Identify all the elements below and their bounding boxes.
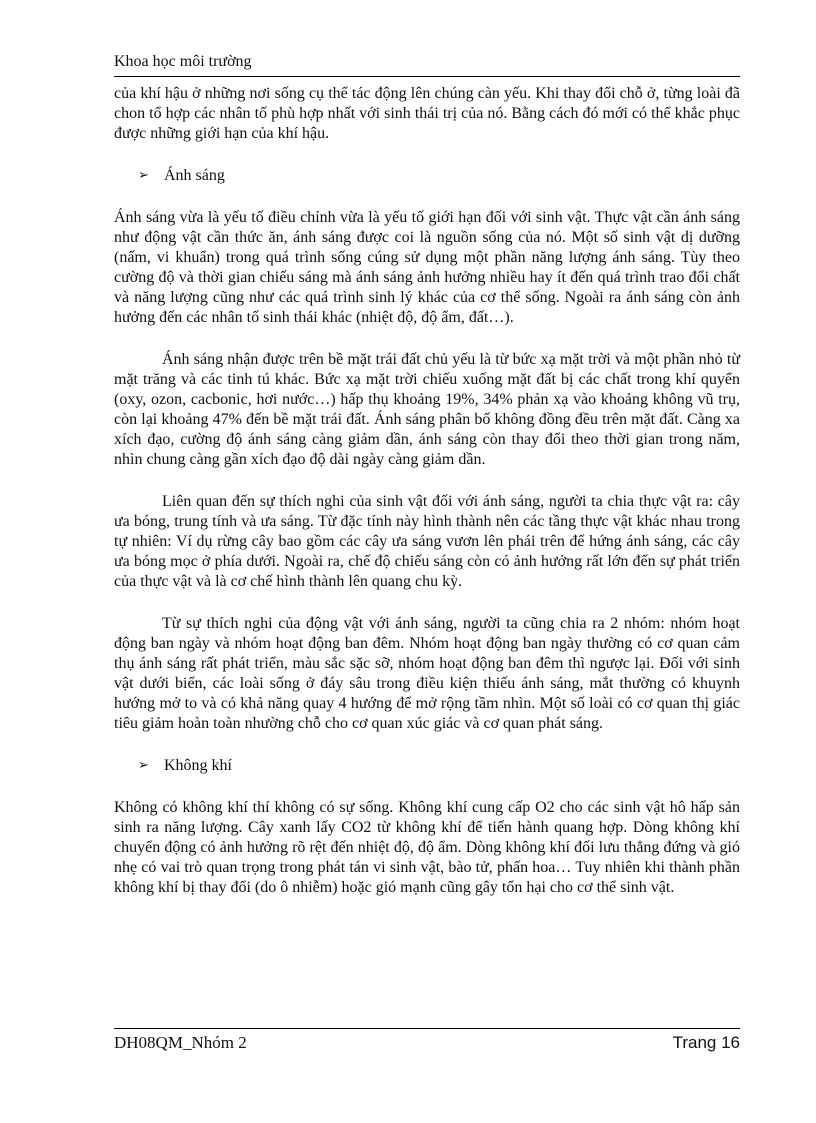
paragraph: Liên quan đến sự thích nghi của sinh vật đối với ánh sáng, người ta chia thực vật ra: cây ưa bóng, trung tính và ưa sáng. Từ đặc tính này hình thành nên các tầng thực vật khác nhau trong tự nhiên: Ví dụ rừng cây bao gồm các cây ưa sáng vươn lên phái trên để hứng ánh sáng, các cây ưa bóng mọc ở phía dưới. Ngoài ra, chế độ chiếu sáng còn có ảnh hưởng rất lớn đến sự phát triển của thực vật và là cơ chế hình thành lên quang chu kỳ. [114,493,740,590]
arrow-bullet-icon: ➢ [138,758,149,773]
footer-divider [114,1028,740,1029]
section-heading-anh-sang [114,166,740,186]
paragraph: Không có không khí thí không có sự sống. Không khí cung cấp O2 cho các sinh vật hô hấp sản sinh ra năng lượng. Cây xanh lấy CO2 từ không khí để tiến hành quang hợp. Dòng không khí chuyển động có ảnh hưởng rõ rệt đến nhiệt độ, độ ẩm. Dòng không khí đối lưu thẳng đứng và gió nhẹ có vai trò quan trọng trong phát tán vi sinh vật, bào tử, phấn hoa… Tuy nhiên khi thành phần không khí bị thay đổi (do ô nhiễm) hoặc gió mạnh cũng gây tổn hại cho cơ thể sinh vật. [114,799,740,896]
page-content [114,84,740,898]
section-heading-khong-khi [114,756,740,776]
paragraph: Ánh sáng nhận được trên bề mặt trái đất chủ yếu là từ bức xạ mặt trời và một phần nhỏ từ mặt trăng và các tinh tú khác. Bức xạ mặt trời chiếu xuống mặt đất bị các chất trong khí quyển (oxy, ozon, cacbonic, hơi nước…) hấp thụ khoảng 19%, 34% phản xạ vào khoảng không vũ trụ, còn lại khoảng 47% đến bề mặt trái đất. Ánh sáng phân bố không đồng đều trên mặt đất. Càng xa xích đạo, cường độ ánh sáng càng giảm dần, ánh sáng còn thay đổi theo thời gian trong năm, nhìn chung càng gần xích đạo độ dài ngày càng giảm dần. [114,351,740,468]
paragraph: Ánh sáng vừa là yếu tố điều chỉnh vừa là yếu tố giới hạn đối với sinh vật. Thực vật cần ánh sáng như động vật cần thức ăn, ánh sáng được coi là nguồn sống của nó. Một số sinh vật dị dưỡng (nấm, vi khuẩn) trong quá trình sống cúng sử dụng một phần năng lượng ánh sáng. Tùy theo cường độ và thời gian chiếu sáng mà ánh sáng ảnh hưởng nhiều hay ít đến quá trình trao đổi chất và năng lượng cũng như các quá trình sinh lý khác của cơ thể sống. Ngoài ra ánh sáng còn ảnh hưởng đến các nhân tố sinh thái khác (nhiệt độ, độ ẩm, đất…). [114,209,740,326]
paragraph: Từ sự thích nghi của động vật với ánh sáng, người ta cũng chia ra 2 nhóm: nhóm hoạt động ban ngày và nhóm hoạt động ban đêm. Nhóm hoạt động ban ngày thường có cơ quan cảm thụ ánh sáng rất phát triển, màu sắc sặc sỡ, nhóm hoạt động ban đêm thì ngược lại. Đối với sinh vật dưới biển, các loài sống ở đáy sâu trong điều kiện thiếu ánh sáng, mắt thường có khuynh hướng mở to và có khả năng quay 4 hướng để mở rộng tầm nhìn. Một số loài có cơ quan thị giác tiêu giảm hoàn toàn nhường chỗ cho cơ quan xúc giác và cơ quan phát sáng. [114,615,740,732]
section-heading-label: Ánh sáng [164,167,225,184]
footer-group-label: DH08QM_Nhóm 2 [114,1033,247,1052]
arrow-bullet-icon: ➢ [138,168,149,183]
page-number: Trang 16 [672,1033,740,1052]
section-heading-label: Không khí [164,757,232,774]
intro-paragraph: của khí hậu ở những nơi sống cụ thể tác động lên chúng càn yếu. Khi thay đổi chỗ ở, từng loài đã chon tổ hợp các nhân tố phù hợp nhất với sinh thái trị của nó. Bằng cách đó mới có thể khắc phục được những giới hạn của khí hậu. [114,85,740,142]
page-header: Khoa học môi trường [114,52,740,77]
